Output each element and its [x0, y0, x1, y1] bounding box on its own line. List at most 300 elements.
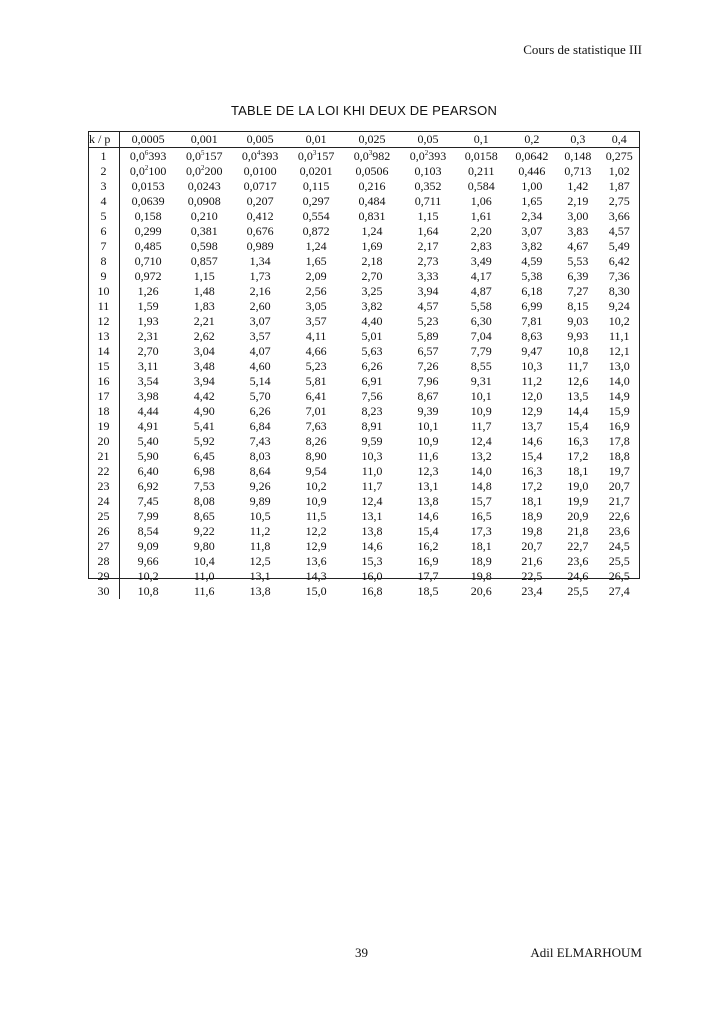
table-cell: 8,64 — [249, 464, 271, 478]
table-cell: 2,20 — [470, 224, 492, 238]
table-cell: 4,59 — [521, 254, 543, 268]
table-cell: 0,857 — [190, 254, 218, 268]
table-cell: 0,299 — [134, 224, 162, 238]
k-value: 19 — [88, 419, 120, 434]
table-cell: 2,62 — [193, 329, 215, 343]
table-cell: 8,23 — [361, 404, 383, 418]
table-cell: 10,2 — [137, 569, 159, 583]
table-cell: 7,36 — [608, 269, 630, 283]
table-cell: 22,6 — [608, 509, 630, 523]
table-cell: 0,0639 — [131, 194, 165, 208]
table-row — [88, 359, 640, 374]
table-cell: 5,58 — [470, 299, 492, 313]
table-cell: 18,9 — [521, 509, 543, 523]
table-row — [88, 148, 640, 165]
table-cell: 5,23 — [417, 314, 439, 328]
table-cell: 4,07 — [249, 344, 271, 358]
table-cell: 7,81 — [521, 314, 543, 328]
p-header: 0,001 — [176, 131, 232, 148]
table-cell: 13,6 — [305, 554, 327, 568]
k-value: 28 — [88, 554, 120, 569]
table-cell: 8,67 — [417, 389, 439, 403]
k-value: 9 — [88, 269, 120, 284]
k-value: 6 — [88, 224, 120, 239]
k-value: 27 — [88, 539, 120, 554]
table-cell: 8,08 — [193, 494, 215, 508]
table-row — [88, 284, 640, 299]
table-cell: 9,93 — [567, 329, 589, 343]
p-header: 0,05 — [400, 131, 456, 148]
table-cell: 6,98 — [193, 464, 215, 478]
table-cell: 3,82 — [521, 239, 543, 253]
table-row — [88, 389, 640, 404]
table-row — [88, 164, 640, 179]
table-row — [88, 269, 640, 284]
table-cell: 0,0908 — [187, 194, 221, 208]
table-cell: 21,8 — [567, 524, 589, 538]
table-row — [88, 479, 640, 494]
p-header: 0,4 — [599, 131, 640, 148]
table-cell: 14,6 — [417, 509, 439, 523]
table-cell: 0,872 — [302, 224, 330, 238]
table-cell: 4,40 — [361, 314, 383, 328]
table-cell: 19,8 — [521, 524, 543, 538]
table-cell: 4,57 — [417, 299, 439, 313]
table-cell: 7,53 — [193, 479, 215, 493]
table-cell: $0,0^5157$ — [185, 149, 223, 163]
k-value: 20 — [88, 434, 120, 449]
table-cell: 8,63 — [521, 329, 543, 343]
table-cell: 6,42 — [608, 254, 630, 268]
table-cell: 18,1 — [470, 539, 492, 553]
table-cell: 9,22 — [193, 524, 215, 538]
table-cell: $0,0^3982$ — [353, 149, 391, 163]
table-cell: 2,17 — [417, 239, 439, 253]
table-cell: 11,2 — [521, 374, 543, 388]
corner-label: k / p — [88, 131, 120, 148]
table-cell: 5,53 — [567, 254, 589, 268]
table-cell: 16,0 — [361, 569, 383, 583]
table-cell: 13,8 — [249, 584, 271, 598]
table-cell: 2,16 — [249, 284, 271, 298]
table-cell: 7,63 — [305, 419, 327, 433]
table-cell: 4,91 — [137, 419, 159, 433]
table-title-text: TABLE DE LA LOI KHI DEUX DE PEARSON — [230, 103, 498, 118]
table-cell: 11,2 — [249, 524, 271, 538]
table-row — [88, 254, 640, 269]
table-cell: 6,18 — [521, 284, 543, 298]
table-cell: 1,48 — [193, 284, 215, 298]
table-cell: 14,9 — [608, 389, 630, 403]
table-cell: 18,1 — [521, 494, 543, 508]
table-cell: 21,7 — [608, 494, 630, 508]
table-cell: 13,5 — [567, 389, 589, 403]
table-cell: 5,14 — [249, 374, 271, 388]
table-cell: 0,0717 — [243, 179, 277, 193]
table-cell: 8,90 — [305, 449, 327, 463]
table-cell: 8,91 — [361, 419, 383, 433]
table-cell: 13,8 — [361, 524, 383, 538]
table-row — [88, 524, 640, 539]
table-cell: 15,4 — [567, 419, 589, 433]
table-cell: 4,17 — [470, 269, 492, 283]
table-row — [88, 539, 640, 554]
table-cell: 1,93 — [137, 314, 159, 328]
table-cell: 12,0 — [521, 389, 543, 403]
table-cell: 9,54 — [305, 464, 327, 478]
table-cell: 1,65 — [521, 194, 543, 208]
table-cell: 0,446 — [518, 164, 546, 178]
table-row — [88, 569, 640, 584]
chi-square-table — [88, 131, 640, 599]
table-cell: 15,9 — [608, 404, 630, 418]
table-cell: 17,2 — [567, 449, 589, 463]
table-cell: 10,2 — [305, 479, 327, 493]
table-cell: 13,1 — [249, 569, 271, 583]
k-value: 2 — [88, 164, 120, 179]
k-value: 7 — [88, 239, 120, 254]
table-row — [88, 374, 640, 389]
table-cell: 8,65 — [193, 509, 215, 523]
table-cell: 5,89 — [417, 329, 439, 343]
table-cell: 6,26 — [249, 404, 271, 418]
table-cell: 2,70 — [137, 344, 159, 358]
table-header-row — [88, 131, 640, 148]
table-cell: 2,18 — [361, 254, 383, 268]
table-cell: 19,7 — [608, 464, 630, 478]
table-cell: 4,90 — [193, 404, 215, 418]
table-cell: 2,83 — [470, 239, 492, 253]
table-row — [88, 179, 640, 194]
table-cell: 0,676 — [246, 224, 274, 238]
table-cell: 3,57 — [305, 314, 327, 328]
table-cell: 6,99 — [521, 299, 543, 313]
k-value: 24 — [88, 494, 120, 509]
table-cell: 6,91 — [361, 374, 383, 388]
table-cell: 0,0243 — [187, 179, 221, 193]
table-row — [88, 209, 640, 224]
table-cell: 0,148 — [564, 149, 592, 163]
table-cell: 3,33 — [417, 269, 439, 283]
table-cell: 9,80 — [193, 539, 215, 553]
table-cell: 11,6 — [193, 584, 215, 598]
table-cell: 1,06 — [470, 194, 492, 208]
table-cell: 3,98 — [137, 389, 159, 403]
table-cell: 0,0201 — [299, 164, 333, 178]
table-cell: 10,5 — [249, 509, 271, 523]
k-value: 18 — [88, 404, 120, 419]
table-cell: 23,4 — [521, 584, 543, 598]
table-cell: 14,0 — [608, 374, 630, 388]
table-cell: 13,8 — [417, 494, 439, 508]
table-cell: 3,25 — [361, 284, 383, 298]
table-cell: 24,5 — [608, 539, 630, 553]
table-cell: 0,158 — [134, 209, 162, 223]
p-header: 0,0005 — [120, 131, 177, 148]
table-cell: 10,1 — [417, 419, 439, 433]
table-cell: 14,6 — [521, 434, 543, 448]
table-cell: 9,03 — [567, 314, 589, 328]
table-cell: 17,7 — [417, 569, 439, 583]
table-row — [88, 314, 640, 329]
table-cell: 12,9 — [521, 404, 543, 418]
table-cell: 11,8 — [249, 539, 271, 553]
table-cell: 0,297 — [302, 194, 330, 208]
table-cell: 12,3 — [417, 464, 439, 478]
table-cell: $0,0^2393$ — [409, 149, 447, 163]
table-cell: 3,57 — [249, 329, 271, 343]
table-cell: 1,00 — [521, 179, 543, 193]
k-value: 17 — [88, 389, 120, 404]
table-row — [88, 419, 640, 434]
table-cell: 13,1 — [417, 479, 439, 493]
k-value: 3 — [88, 179, 120, 194]
table-row — [88, 239, 640, 254]
table-cell: 13,1 — [361, 509, 383, 523]
table-cell: 12,4 — [470, 434, 492, 448]
table-cell: 7,27 — [567, 284, 589, 298]
table-cell: 5,40 — [137, 434, 159, 448]
table-cell: 8,15 — [567, 299, 589, 313]
table-cell: 4,66 — [305, 344, 327, 358]
table-cell: 5,23 — [305, 359, 327, 373]
table-cell: 0,710 — [134, 254, 162, 268]
p-header: 0,005 — [232, 131, 288, 148]
table-cell: 25,5 — [567, 584, 589, 598]
table-cell: 14,6 — [361, 539, 383, 553]
table-cell: 13,0 — [608, 359, 630, 373]
table-cell: 4,67 — [567, 239, 589, 253]
table-row — [88, 344, 640, 359]
table-cell: 12,6 — [567, 374, 589, 388]
table-cell: 9,26 — [249, 479, 271, 493]
table-cell: 0,598 — [190, 239, 218, 253]
table-cell: 20,6 — [470, 584, 492, 598]
table-cell: 3,66 — [608, 209, 630, 223]
table-cell: 25,5 — [608, 554, 630, 568]
table-cell: 16,5 — [470, 509, 492, 523]
table-cell: 27,4 — [608, 584, 630, 598]
table-cell: 10,9 — [417, 434, 439, 448]
table-cell: 1,59 — [137, 299, 159, 313]
table-cell: 5,49 — [608, 239, 630, 253]
table-cell: 8,54 — [137, 524, 159, 538]
table-cell: 4,57 — [608, 224, 630, 238]
table-cell: 21,6 — [521, 554, 543, 568]
k-value: 22 — [88, 464, 120, 479]
table-cell: 13,2 — [470, 449, 492, 463]
table-cell: 0,207 — [246, 194, 274, 208]
table-cell: 4,44 — [137, 404, 159, 418]
table-cell: 2,56 — [305, 284, 327, 298]
k-value: 15 — [88, 359, 120, 374]
table-cell: 20,9 — [567, 509, 589, 523]
table-cell: 6,92 — [137, 479, 159, 493]
table-cell: 11,7 — [567, 359, 589, 373]
table-cell: 6,26 — [361, 359, 383, 373]
table-cell: 7,96 — [417, 374, 439, 388]
table-cell: 10,3 — [361, 449, 383, 463]
table-cell: 2,31 — [137, 329, 159, 343]
table-cell: 3,07 — [521, 224, 543, 238]
k-value: 25 — [88, 509, 120, 524]
table-cell: 20,7 — [608, 479, 630, 493]
table-cell: 1,42 — [567, 179, 589, 193]
table-cell: 4,42 — [193, 389, 215, 403]
table-cell: 18,9 — [470, 554, 492, 568]
table-cell: 10,8 — [567, 344, 589, 358]
table-cell: 0,485 — [134, 239, 162, 253]
table-cell: 5,38 — [521, 269, 543, 283]
table-cell: 1,69 — [361, 239, 383, 253]
table-cell: 2,75 — [608, 194, 630, 208]
table-cell: 3,83 — [567, 224, 589, 238]
table-cell: 8,26 — [305, 434, 327, 448]
table-cell: $0,0^6393$ — [129, 149, 167, 163]
p-header: 0,2 — [507, 131, 558, 148]
table-cell: 6,84 — [249, 419, 271, 433]
table-cell: 5,01 — [361, 329, 383, 343]
table-cell: 5,81 — [305, 374, 327, 388]
table-cell: $0,0^3157$ — [297, 149, 335, 163]
table-cell: 5,90 — [137, 449, 159, 463]
table-cell: 14,8 — [470, 479, 492, 493]
table-row — [88, 329, 640, 344]
table-cell: 17,8 — [608, 434, 630, 448]
table-cell: 3,54 — [137, 374, 159, 388]
table-cell: 0,972 — [134, 269, 162, 283]
table-title — [0, 103, 728, 118]
table-cell: 2,60 — [249, 299, 271, 313]
table-cell: $0,0^4393$ — [241, 149, 279, 163]
table-cell: 16,2 — [417, 539, 439, 553]
table-cell: 6,30 — [470, 314, 492, 328]
table-cell: 1,87 — [608, 179, 630, 193]
table-cell: 3,82 — [361, 299, 383, 313]
p-header: 0,025 — [344, 131, 400, 148]
table-cell: 9,24 — [608, 299, 630, 313]
table-cell: 11,1 — [608, 329, 630, 343]
table-cell: 17,2 — [521, 479, 543, 493]
k-value: 23 — [88, 479, 120, 494]
table-row — [88, 464, 640, 479]
table-cell: 26,5 — [608, 569, 630, 583]
table-cell: 12,1 — [608, 344, 630, 358]
table-cell: 2,70 — [361, 269, 383, 283]
table-cell: 14,4 — [567, 404, 589, 418]
k-value: 29 — [88, 569, 120, 584]
table-cell: 1,34 — [249, 254, 271, 268]
k-value: 8 — [88, 254, 120, 269]
k-value: 13 — [88, 329, 120, 344]
table-cell: 23,6 — [608, 524, 630, 538]
k-value: 21 — [88, 449, 120, 464]
table-cell: $0,0^2100$ — [129, 164, 167, 178]
table-cell: 12,2 — [305, 524, 327, 538]
course-header: Cours de statistique III — [523, 42, 642, 57]
table-cell: 1,02 — [608, 164, 630, 178]
table-cell: 0,713 — [564, 164, 592, 178]
table-cell: 7,01 — [305, 404, 327, 418]
table-cell: 3,94 — [193, 374, 215, 388]
table-cell: 22,5 — [521, 569, 543, 583]
table-cell: 3,07 — [249, 314, 271, 328]
table-cell: 9,09 — [137, 539, 159, 553]
table-cell: 0,484 — [358, 194, 386, 208]
table-cell: 6,39 — [567, 269, 589, 283]
p-header: 0,1 — [456, 131, 507, 148]
table-cell: 6,57 — [417, 344, 439, 358]
table-cell: 0,381 — [190, 224, 218, 238]
table-cell: 12,5 — [249, 554, 271, 568]
table-cell: 6,45 — [193, 449, 215, 463]
table-cell: 12,9 — [305, 539, 327, 553]
table-cell: 1,61 — [470, 209, 492, 223]
k-value: 16 — [88, 374, 120, 389]
table-cell: 20,7 — [521, 539, 543, 553]
table-cell: 17,3 — [470, 524, 492, 538]
table-cell: 0,0100 — [243, 164, 277, 178]
table-cell: 10,9 — [470, 404, 492, 418]
table-cell: 15,0 — [305, 584, 327, 598]
table-cell: 10,9 — [305, 494, 327, 508]
table-cell: 11,7 — [361, 479, 383, 493]
table-cell: 0,103 — [414, 164, 442, 178]
table-cell: 0,0506 — [355, 164, 389, 178]
k-value: 12 — [88, 314, 120, 329]
table-cell: 10,3 — [521, 359, 543, 373]
table-cell: 18,5 — [417, 584, 439, 598]
table-cell: 1,64 — [417, 224, 439, 238]
table-cell: 2,09 — [305, 269, 327, 283]
table-cell: 7,26 — [417, 359, 439, 373]
table-cell: 11,0 — [193, 569, 215, 583]
table-cell: 1,26 — [137, 284, 159, 298]
page-number: 39 — [355, 945, 368, 960]
table-cell: 8,30 — [608, 284, 630, 298]
table-cell: 9,59 — [361, 434, 383, 448]
table-cell: 5,70 — [249, 389, 271, 403]
table-cell: 9,39 — [417, 404, 439, 418]
table-cell: 19,8 — [470, 569, 492, 583]
table-cell: 10,4 — [193, 554, 215, 568]
table-cell: 9,66 — [137, 554, 159, 568]
table-cell: 6,40 — [137, 464, 159, 478]
k-value: 14 — [88, 344, 120, 359]
table-row — [88, 224, 640, 239]
table-cell: 15,4 — [417, 524, 439, 538]
table-cell: 16,3 — [521, 464, 543, 478]
table-cell: 0,0642 — [515, 149, 549, 163]
p-header: 0,01 — [288, 131, 344, 148]
table-cell: 15,7 — [470, 494, 492, 508]
table-cell: 16,9 — [608, 419, 630, 433]
k-value: 10 — [88, 284, 120, 299]
table-cell: 0,216 — [358, 179, 386, 193]
table-cell: 1,83 — [193, 299, 215, 313]
k-value: 1 — [88, 148, 120, 165]
table-cell: 4,60 — [249, 359, 271, 373]
table-cell: 14,0 — [470, 464, 492, 478]
table-cell: 15,4 — [521, 449, 543, 463]
table-cell: 7,56 — [361, 389, 383, 403]
table-cell: 0,711 — [414, 194, 442, 208]
k-value: 11 — [88, 299, 120, 314]
table-cell: 11,0 — [361, 464, 383, 478]
table-cell: 11,7 — [470, 419, 492, 433]
table-cell: 3,05 — [305, 299, 327, 313]
table-cell: 9,89 — [249, 494, 271, 508]
